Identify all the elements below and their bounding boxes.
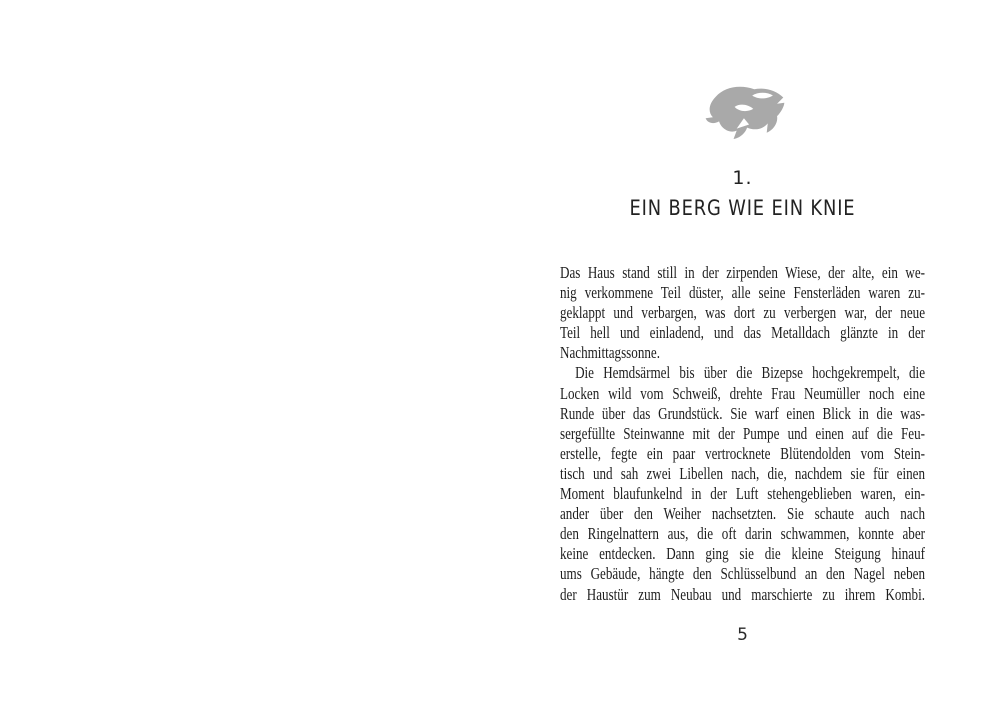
- chapter-number: 1.: [732, 167, 753, 189]
- text-line: ums Gebäude, hängte den Schlüsselbund an den Nagel neben: [560, 564, 926, 584]
- text-line: der Haustür zum Neubau und marschierte zu ihrem Kombi.: [560, 584, 926, 604]
- text-line: sergefüllte Steinwanne mit der Pumpe und einen auf die Feu-: [560, 423, 926, 443]
- text-line: erstelle, fegte ein paar vertrocknete Blütendolden vom Stein-: [560, 443, 926, 463]
- text-line: tisch und sah zwei Libellen nach, die, nachdem sie für einen: [560, 463, 926, 483]
- body-text: [560, 263, 925, 605]
- text-line: Moment blaufunkelnd in der Luft stehengeblieben waren, ein-: [560, 484, 926, 504]
- pike-fish-icon: [704, 82, 788, 140]
- text-line: Nachmittagssonne.: [560, 343, 660, 363]
- page-number: 5: [737, 625, 748, 645]
- text-line: geklappt und verbargen, was dort zu verbergen war, der neue: [560, 303, 926, 323]
- text-line: keine entdecken. Dann ging sie die kleine Steigung hinauf: [560, 544, 926, 564]
- text-line: Das Haus stand still in der zirpenden Wiese, der alte, ein we-: [560, 263, 926, 282]
- chapter-title: EIN BERG WIE EIN KNIE: [629, 196, 856, 220]
- text-line: den Ringelnattern aus, die oft darin schwammen, konnte aber: [560, 524, 926, 544]
- text-line: Die Hemdsärmel bis über die Bizepse hochgekrempelt, die: [575, 363, 926, 383]
- text-line: nig verkommene Teil düster, alle seine Fensterläden waren zu-: [560, 283, 926, 303]
- text-line: Teil hell und einladend, und das Metalldach glänzte in der: [560, 323, 926, 343]
- text-line: Locken wild vom Schweiß, drehte Frau Neumüller noch eine: [560, 383, 926, 403]
- chapter-heading: [560, 167, 925, 220]
- text-line: Runde über das Grundstück. Sie warf einen Blick in die was-: [560, 403, 926, 423]
- text-line: ander über den Weiher nachsetzten. Sie schaute auch nach: [560, 504, 926, 524]
